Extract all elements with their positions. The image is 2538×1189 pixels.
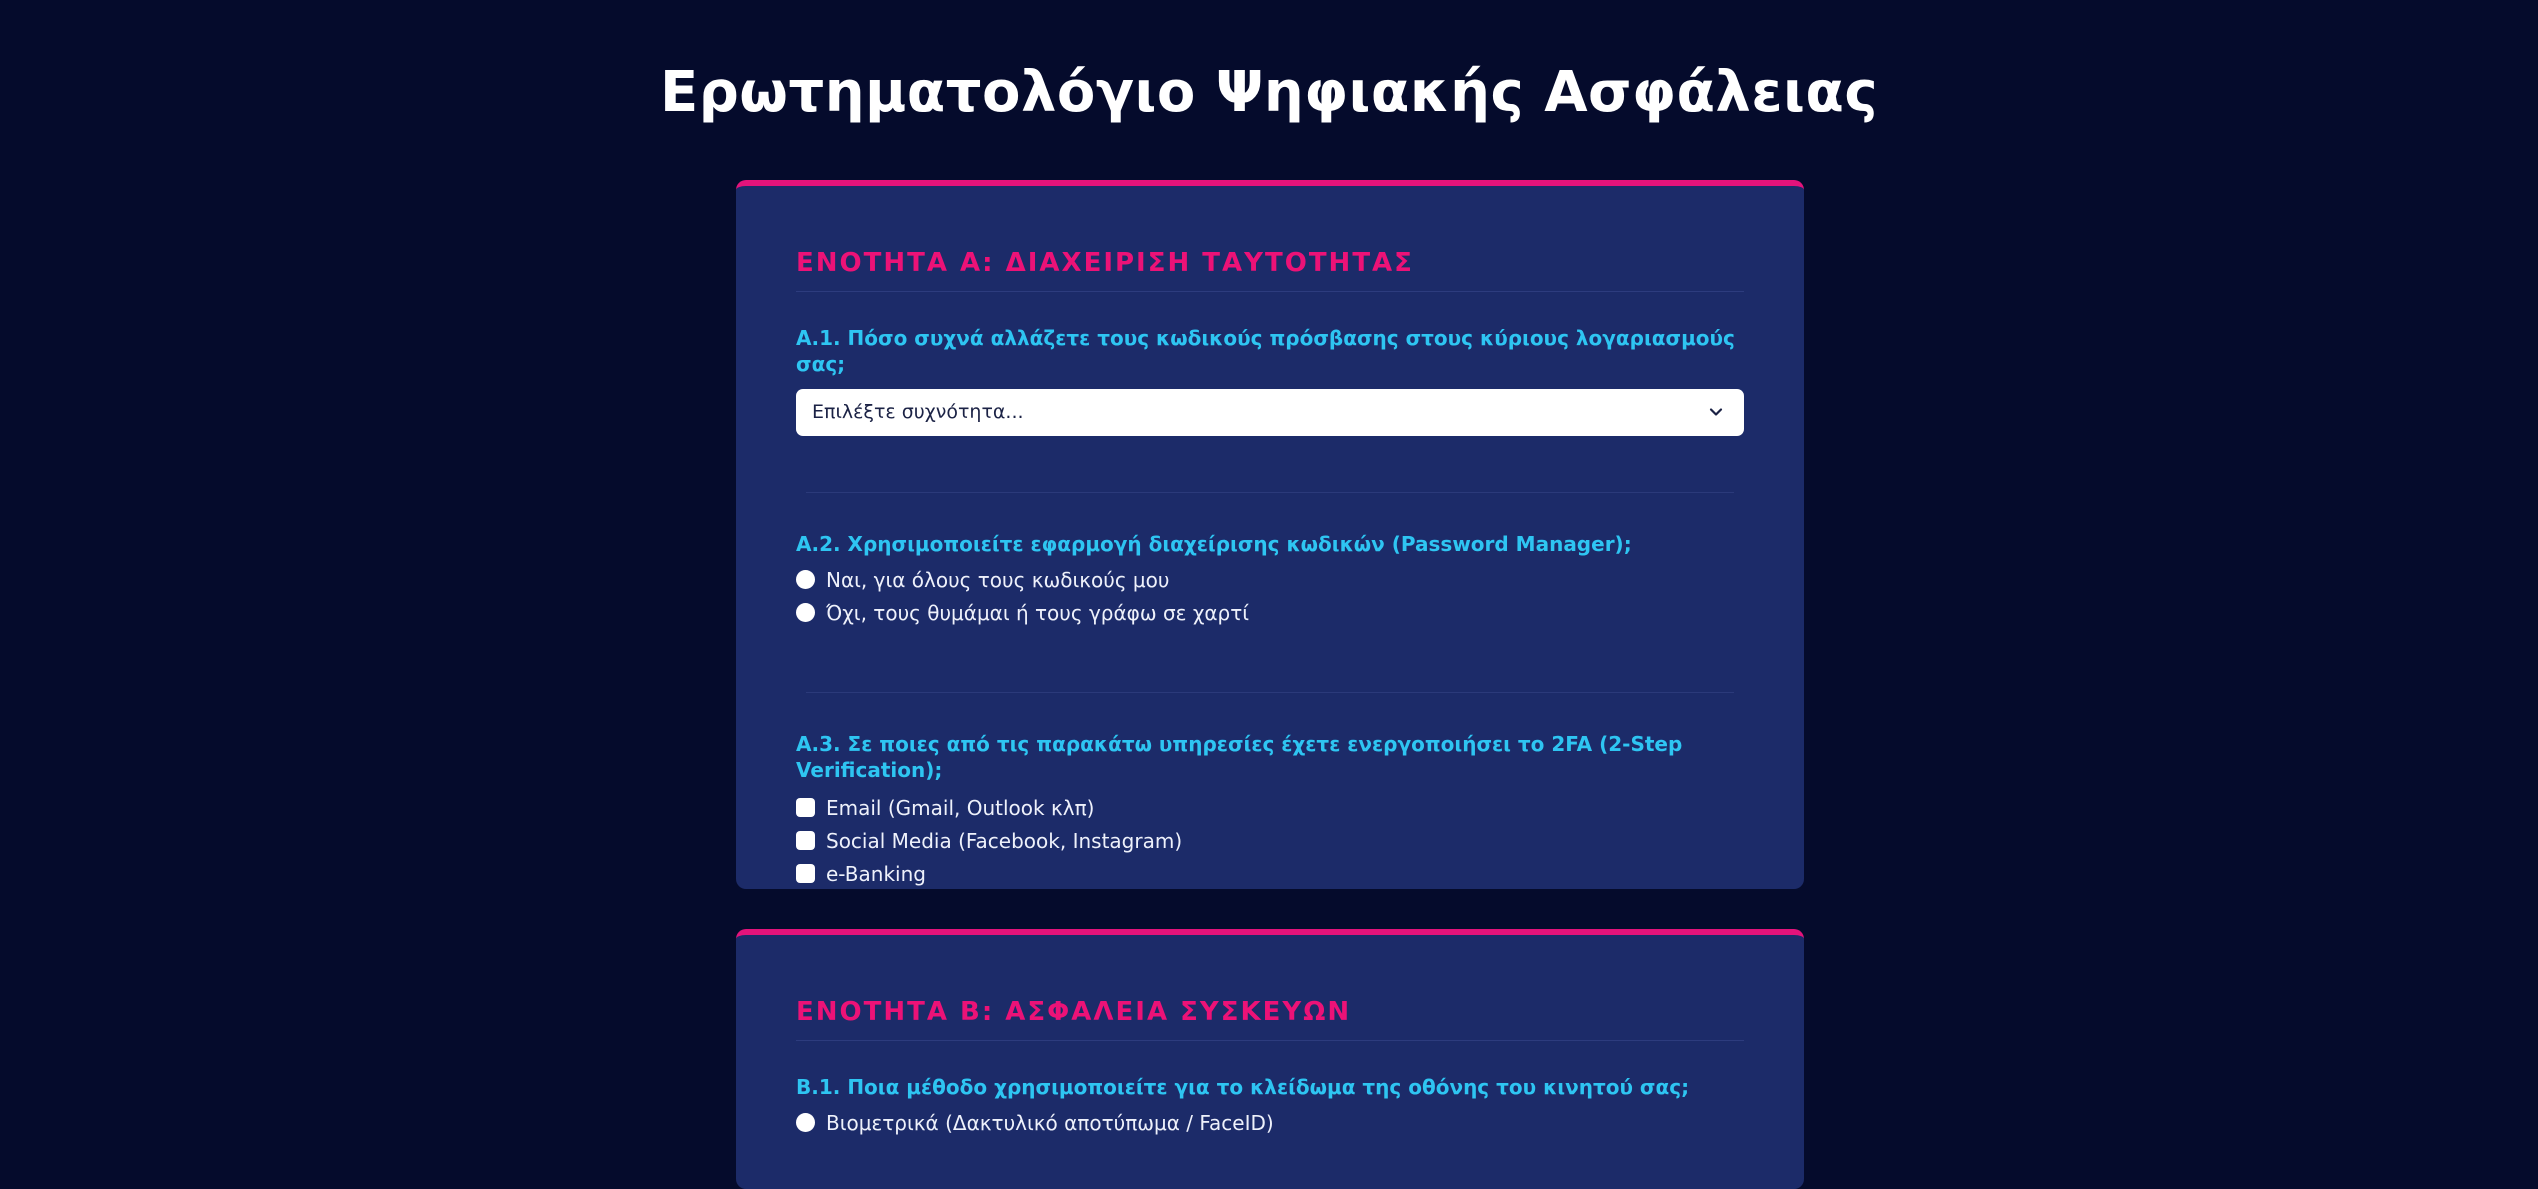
option-label: e-Banking bbox=[826, 861, 926, 886]
question-b1-label: Β.1. Ποια μέθοδο χρησιμοποιείτε για το κλείδωμα της οθόνης του κινητού σας; bbox=[796, 1075, 1690, 1099]
frequency-select-value: Επιλέξτε συχνότητα... bbox=[812, 401, 1024, 423]
section-a-card bbox=[736, 180, 1804, 889]
section-b-card bbox=[736, 929, 1804, 1189]
question-a1 bbox=[796, 292, 1744, 436]
option-label: Όχι, τους θυμάμαι ή τους γράφω σε χαρτί bbox=[826, 600, 1250, 625]
question-a3 bbox=[796, 693, 1744, 890]
password-manager-option-yes[interactable] bbox=[796, 563, 1744, 596]
checkbox[interactable] bbox=[796, 831, 815, 850]
2fa-option-ebanking[interactable] bbox=[796, 857, 1744, 890]
2fa-option-social-media[interactable] bbox=[796, 824, 1744, 857]
page-title: Ερωτηματολόγιο Ψηφιακής Ασφάλειας bbox=[659, 60, 1879, 125]
checkbox[interactable] bbox=[796, 798, 815, 817]
frequency-select[interactable] bbox=[796, 389, 1744, 436]
checkbox[interactable] bbox=[796, 864, 815, 883]
question-a1-label: Α.1. Πόσο συχνά αλλάζετε τους κωδικούς πρόσβασης στους κύριους λογαριασμούς σας; bbox=[796, 326, 1735, 376]
radio-button[interactable] bbox=[796, 603, 815, 622]
section-b-title: ΕΝΟΤΗΤΑ Β: ΑΣΦΑΛΕΙΑ ΣΥΣΚΕΥΩΝ bbox=[796, 935, 1744, 1041]
chevron-down-icon bbox=[1706, 402, 1726, 422]
radio-button[interactable] bbox=[796, 570, 815, 589]
option-label: Social Media (Facebook, Instagram) bbox=[826, 828, 1183, 853]
section-a-title: ΕΝΟΤΗΤΑ Α: ΔΙΑΧΕΙΡΙΣΗ ΤΑΥΤΟΤΗΤΑΣ bbox=[796, 186, 1744, 292]
2fa-option-email[interactable] bbox=[796, 791, 1744, 824]
option-label: Βιομετρικά (Δακτυλικό αποτύπωμα / FaceID) bbox=[826, 1110, 1274, 1135]
question-b1 bbox=[796, 1041, 1744, 1139]
question-a3-label: Α.3. Σε ποιες από τις παρακάτω υπηρεσίες έχετε ενεργοποιήσει το 2FA (2-Step Verification); bbox=[796, 732, 1683, 782]
question-a2 bbox=[796, 493, 1744, 629]
question-a2-label: Α.2. Χρησιμοποιείτε εφαρμογή διαχείρισης κωδικών (Password Manager); bbox=[796, 532, 1632, 556]
password-manager-option-no[interactable] bbox=[796, 596, 1744, 629]
screen-lock-option-biometric[interactable] bbox=[796, 1106, 1744, 1139]
radio-button[interactable] bbox=[796, 1113, 815, 1132]
option-label: Ναι, για όλους τους κωδικούς μου bbox=[826, 567, 1170, 592]
option-label: Email (Gmail, Outlook κλπ) bbox=[826, 795, 1095, 820]
